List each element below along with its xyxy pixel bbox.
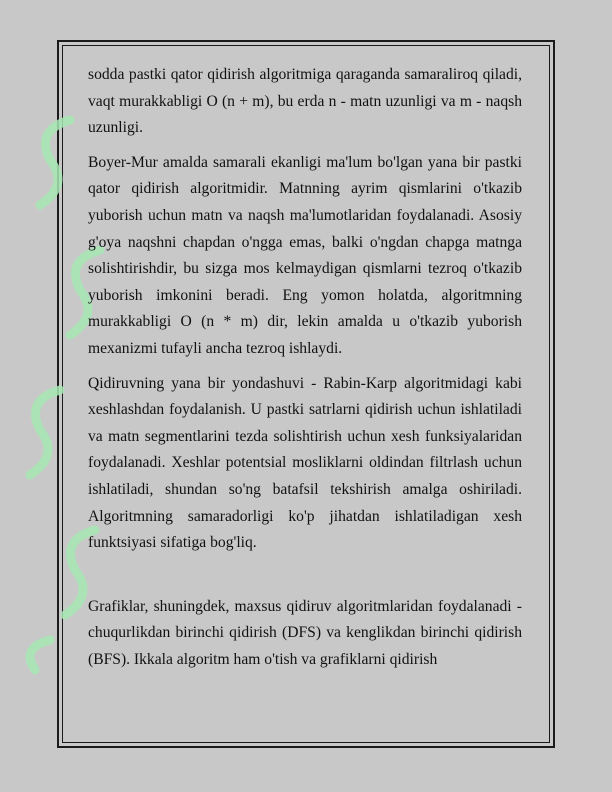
- document-body: [88, 62, 522, 681]
- paragraph-boyer-moore: Boyer-Mur amalda samarali ekanligi ma'lum bo'lgan yana bir pastki qator qidirish algoritmidir. Matnning ayrim qismlarini o'tkazib yuborish uchun matn va naqsh ma'lumotlaridan foydalanadi. Asosiy g'oya naqshni chapdan o'ngga emas, balki o'ngdan chapga matnga solishtirishdir, bu sizga mos kelmaydigan qismlarni tezroq o'tkazib yuborish imkonini beradi. Eng yomon holatda, algoritmning murakkabligi O (n * m) dir, lekin amalda u o'tkazib yuborish mexanizmi tufayli ancha tezroq ishlaydi.: [88, 153, 522, 357]
- paragraph-rabin-karp: Qidiruvning yana bir yondashuvi - Rabin-Karp algoritmidagi kabi xeshlashdan foydalanish. U pastki satrlarni qidirish uchun ishlatiladi va matn segmentlarini tezda solishtirish uchun xesh funksiyalaridan foydalanadi. Xeshlar potentsial mosliklarni oldindan filtrlash uchun ishlatiladi, shundan so'ng batafsil tekshirish amalga oshiriladi. Algoritmning samaradorligi ko'p jihatdan ishlatiladigan xesh funktsiyasi sifatiga bog'liq.: [88, 374, 522, 552]
- paragraph-graph-search: Grafiklar, shuningdek, maxsus qidiruv algoritmlaridan foydalanadi - chuqurlikdan birinchi qidirish (DFS) va kenglikdan birinchi qidirish (BFS). Ikkala algoritm ham o'tish va grafiklarni qidirish: [88, 597, 522, 668]
- paragraph-kmp-summary: sodda pastki qator qidirish algoritmiga qaraganda samaraliroq qiladi, vaqt murakkabligi O (n + m), bu erda n - matn uzunligi va m - naqsh uzunligi.: [88, 66, 522, 137]
